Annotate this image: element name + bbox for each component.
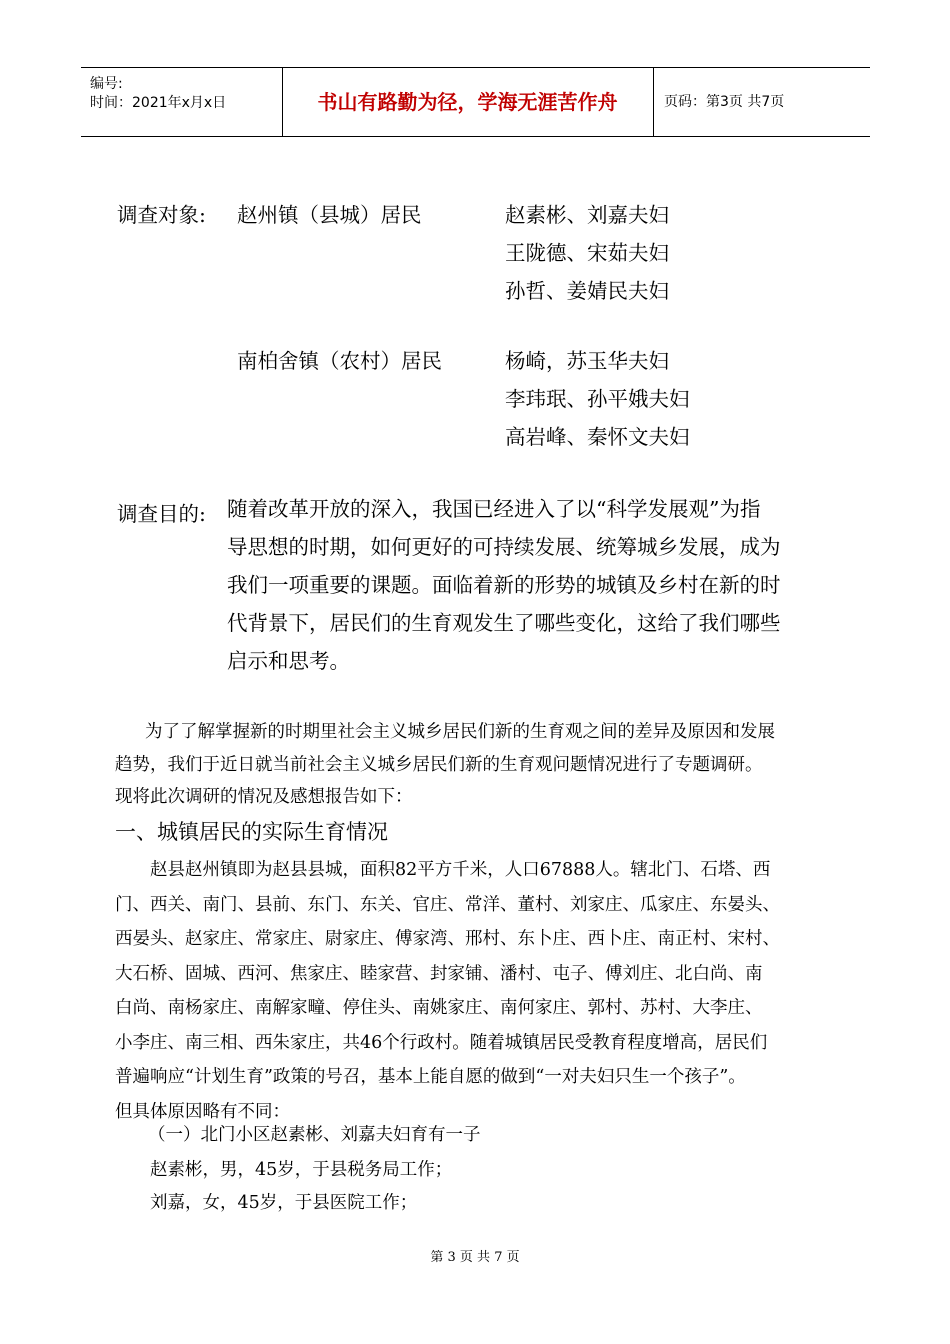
subsection-title: （一）北门小区赵素彬、刘嘉夫妇育有一子 [148, 1125, 481, 1145]
group2-couple-3: 高岩峰、秦怀文夫妇 [505, 425, 690, 449]
section-line: 但具体原因略有不同： [115, 1101, 290, 1122]
page-indicator: 页码：第3页 共7页 [664, 94, 785, 110]
purpose-line: 启示和思考。 [227, 649, 350, 673]
section-body [115, 853, 845, 1129]
purpose-label: 调查目的: [117, 502, 206, 526]
purpose-line: 我们一项重要的课题。面临着新的形势的城镇及乡村在新的时 [227, 573, 781, 597]
group1-couple-2: 王陇德、宋茹夫妇 [505, 241, 669, 265]
group1-couple-3: 孙哲、姜婧民夫妇 [505, 279, 669, 303]
motto: 书山有路勤为径，学海无涯苦作舟 [282, 68, 654, 136]
intro-line: 趋势，我们于近日就当前社会主义城乡居民们新的生育观问题情况进行了专题调研。 [115, 754, 763, 775]
intro-line: 为了了解掌握新的时期里社会主义城乡居民们新的生育观之间的差异及原因和发展 [145, 722, 775, 742]
group1-couple-1: 赵素彬、刘嘉夫妇 [505, 203, 669, 227]
group2-place: 南柏舍镇（农村）居民 [237, 349, 442, 373]
person-detail: 赵素彬，男，45岁，于县税务局工作； [150, 1160, 453, 1180]
section-heading: 一、城镇居民的实际生育情况 [115, 820, 388, 844]
group2-couple-1: 杨崎，苏玉华夫妇 [505, 349, 669, 373]
purpose-line: 代背景下，居民们的生育观发生了哪些变化，这给了我们哪些 [227, 611, 781, 635]
section-line: 西晏头、赵家庄、常家庄、尉家庄、傅家湾、邢村、东卜庄、西卜庄、南正村、宋村、 [115, 929, 780, 949]
person-detail: 刘嘉，女，45岁，于县医院工作； [150, 1193, 418, 1213]
intro-paragraph [115, 716, 845, 814]
header-table [81, 67, 870, 137]
section-line: 普遍响应“计划生育”政策的号召，基本上能自愿的做到“一对夫妇只生一个孩子”。 [115, 1067, 746, 1087]
section-line: 白尚、南杨家庄、南解家疃、停住头、南姚家庄、南何家庄、郭村、苏村、大李庄、 [115, 998, 763, 1018]
group2-couple-2: 李玮珉、孙平娥夫妇 [505, 387, 690, 411]
subjects-label: 调查对象: [117, 203, 206, 227]
section-line: 赵县赵州镇即为赵县县城，面积82平方千米，人口67888人。辖北门、石塔、西 [150, 860, 771, 880]
header-meta-cell [81, 68, 283, 136]
number-label: 编号: [90, 76, 123, 92]
intro-line: 现将此次调研的情况及感想报告如下： [115, 787, 413, 807]
section-line: 大石桥、固城、西河、焦家庄、睦家营、封家铺、潘村、屯子、傅刘庄、北白尚、南 [115, 963, 763, 984]
page-footer: 第 3 页 共 7 页 [430, 1250, 520, 1265]
section-line: 小李庄、南三相、西朱家庄，共46个行政村。随着城镇居民受教育程度增高，居民们 [115, 1032, 768, 1053]
time-label: 时间：2021年x月x日 [90, 95, 227, 111]
group1-place: 赵州镇（县城）居民 [237, 203, 422, 227]
purpose-line: 导思想的时期，如何更好的可持续发展、统筹城乡发展，成为 [227, 535, 781, 559]
purpose-line: 随着改革开放的深入，我国已经进入了以“科学发展观”为指 [227, 497, 761, 521]
section-line: 门、西关、南门、县前、东门、东关、官庄、常洋、董村、刘家庄、瓜家庄、东晏头、 [115, 894, 780, 915]
purpose-paragraph [227, 490, 847, 680]
